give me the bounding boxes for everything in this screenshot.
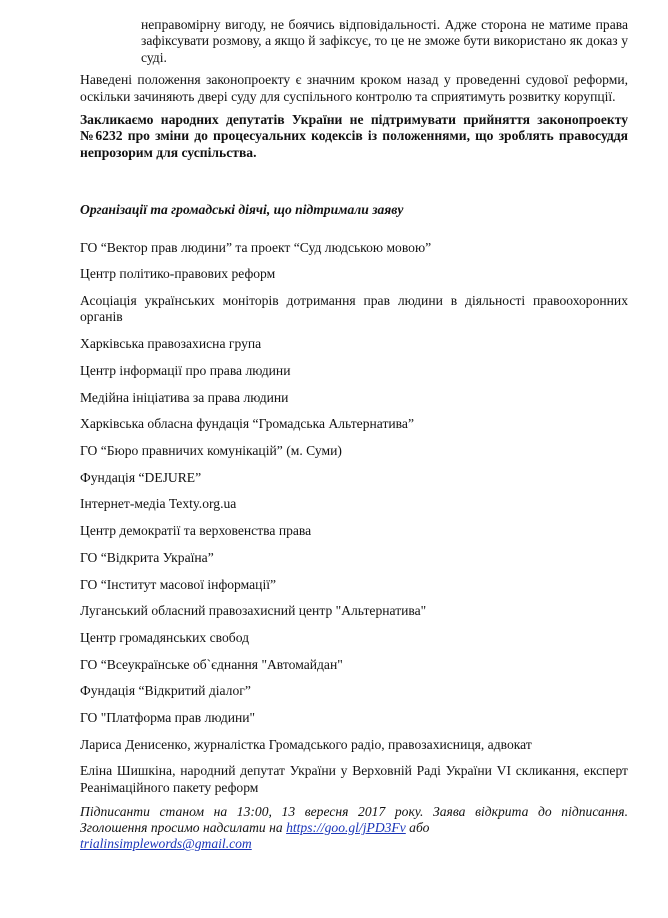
list-item: Центр політико-правових реформ xyxy=(80,266,276,282)
footer-note xyxy=(80,804,628,853)
list-item: ГО “Вектор прав людини” та проект “Суд людською мовою” xyxy=(80,239,432,255)
body-paragraph: Наведені положення законопроекту є значним кроком назад у проведенні судової реформи, оскільки зачиняють двері суду для суспільного контролю та сприятимуть розвитку корупції. xyxy=(80,72,628,104)
list-item: ГО “Інститут масової інформації” xyxy=(80,576,277,592)
list-item: ГО “Всеукраїнське об`єднання "Автомайдан" xyxy=(80,656,343,672)
list-item: Асоціація українських моніторів дотримання прав людини в діяльності правоохоронних органів xyxy=(80,293,628,325)
list-item: Інтернет-медіа Texty.org.ua xyxy=(80,496,237,512)
footer-or: або xyxy=(405,819,430,835)
appeal-paragraph: Закликаємо народних депутатів України не підтримувати прийняття законопроекту №6232 про зміни до процесуальних кодексів із положеннями, що зроблять правосуддя непрозорим для суспільства. xyxy=(80,112,628,160)
list-item: ГО "Платформа прав людини" xyxy=(80,710,256,726)
signatories-heading: Організації та громадські діячі, що підтримали заяву xyxy=(80,202,404,218)
list-item: Харківська обласна фундація “Громадська Альтернатива” xyxy=(80,416,414,432)
list-item: Луганський обласний правозахисний центр "Альтернатива" xyxy=(80,603,427,619)
list-item: Центр громадянських свобод xyxy=(80,629,250,645)
form-link[interactable]: https://goo.gl/jPD3Fv xyxy=(286,819,406,835)
email-link[interactable]: trialinsimplewords@gmail.com xyxy=(80,836,252,852)
list-item: Еліна Шишкіна, народний депутат України у Верховній Раді України VI скликання, експерт Реанімаційного пакету реформ xyxy=(80,763,628,795)
list-item: Харківська правозахисна група xyxy=(80,336,262,352)
footer-text: Підписанти станом на 13:00, 13 вересня 2017 року. Заява відкрита до підписання. Зголошення просимо надсилати на xyxy=(80,803,628,835)
list-item: Центр інформації про права людини xyxy=(80,362,291,378)
list-item: Лариса Денисенко, журналістка Громадського радіо, правозахисниця, адвокат xyxy=(80,736,532,752)
signatories-list xyxy=(80,240,628,797)
list-item: Фундація “DEJURE” xyxy=(80,469,202,485)
document-page xyxy=(80,0,628,853)
list-item: ГО “Відкрита Україна” xyxy=(80,549,214,565)
list-item: ГО “Бюро правничих комунікацій” (м. Суми) xyxy=(80,442,342,458)
indented-paragraph: неправомірну вигоду, не боячись відповідальності. Адже сторона не матиме права зафіксувати розмову, а якщо й зафіксує, то це не зможе бути використано як доказ у суді. xyxy=(141,17,628,65)
list-item: Центр демократії та верховенства права xyxy=(80,523,312,539)
list-item: Медійна ініціатива за права людини xyxy=(80,389,289,405)
list-item: Фундація “Відкритий діалог” xyxy=(80,683,251,699)
